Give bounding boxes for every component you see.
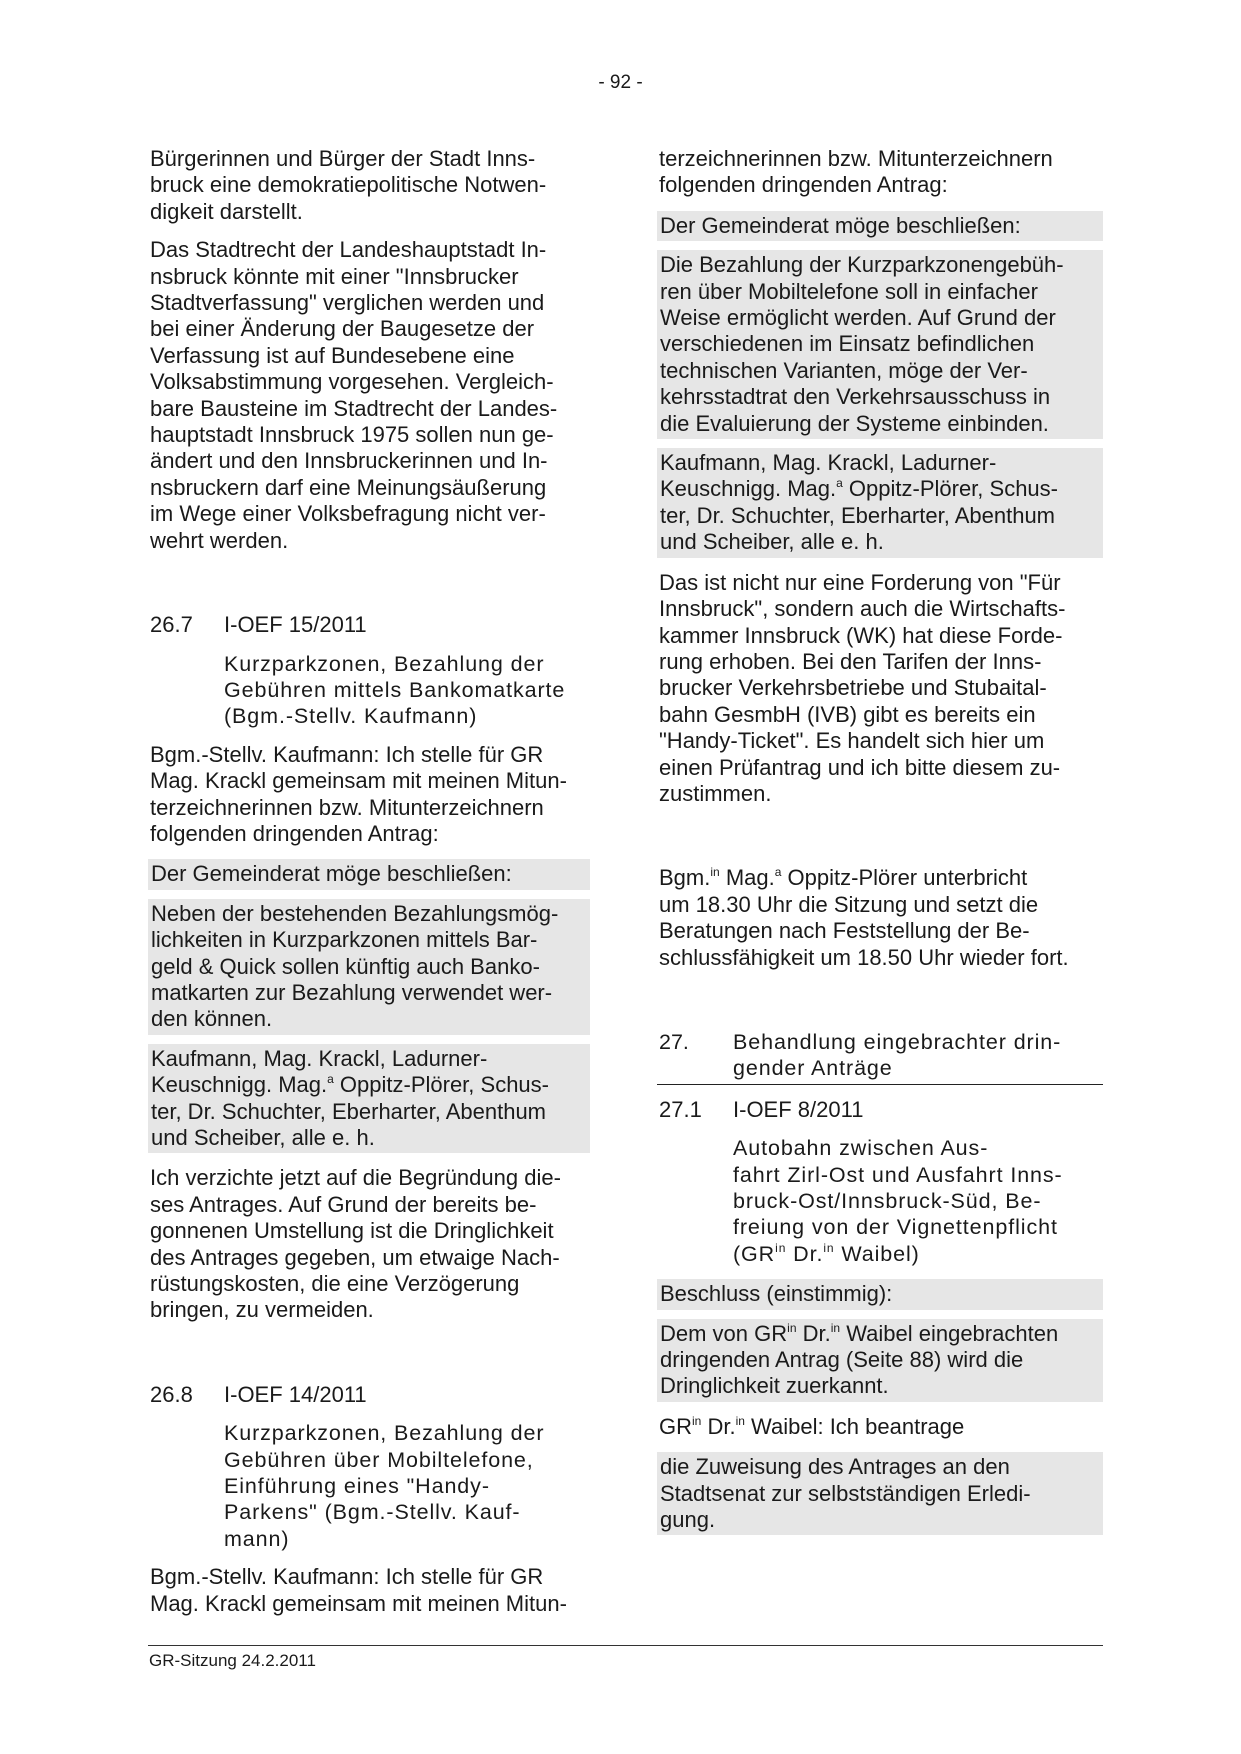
- superscript: in: [710, 865, 720, 880]
- text-line: wehrt werden.: [150, 527, 289, 553]
- text-line: terzeichnerinnen bzw. Mitunterzeichnern: [150, 794, 544, 820]
- text-line: Die Bezahlung der Kurzparkzonengebüh-: [660, 252, 1064, 278]
- text-line: des Antrages gegeben, um etwaige Nach-: [150, 1244, 560, 1270]
- text-span: Bgm.: [659, 865, 711, 891]
- text-line: kammer Innsbruck (WK) hat diese Forde-: [659, 622, 1063, 648]
- superscript: a: [774, 865, 782, 880]
- text-span: Keuschnigg. Mag.: [660, 476, 837, 502]
- spacer: [148, 1336, 590, 1382]
- text-line: gung.: [660, 1507, 716, 1533]
- title-line: Kurzparkzonen, Bezahlung der: [224, 1421, 545, 1446]
- text-line: "Handy-Ticket". Es handelt sich hier um: [659, 728, 1045, 754]
- title-line: Kurzparkzonen, Bezahlung der: [224, 651, 545, 676]
- title-line: Autobahn zwischen Aus-: [733, 1136, 989, 1161]
- text-span: Keuschnigg. Mag.: [151, 1072, 328, 1098]
- title-line: (Bgm.-Stellv. Kaufmann): [224, 704, 478, 729]
- text-span: (GR: [733, 1241, 776, 1266]
- title-line: mann): [224, 1526, 290, 1551]
- item-code: I-OEF 15/2011: [224, 612, 367, 638]
- motion-text: [657, 250, 1103, 439]
- paragraph-stadtrecht: [148, 237, 590, 554]
- text-line: ren über Mobiltelefone soll in einfacher: [660, 278, 1038, 304]
- resolve-heading: [148, 859, 590, 889]
- text-line: Beschluss (einstimmig):: [660, 1281, 893, 1307]
- text-line: kehrsstadtrat den Verkehrsausschuss in: [660, 384, 1051, 410]
- text-line: Verfassung ist auf Bundesebene eine: [150, 342, 515, 368]
- reasoning-paragraph: [657, 570, 1103, 808]
- text-line: Dringlichkeit zuerkannt.: [660, 1373, 889, 1399]
- text-line: terzeichnerinnen bzw. Mitunterzeichnern: [659, 146, 1053, 171]
- text-span: Dr.: [796, 1320, 831, 1346]
- item-number: 26.8: [150, 1381, 193, 1407]
- text-span: Dr.: [786, 1241, 824, 1266]
- text-line: [660, 476, 1100, 502]
- text-line: Mag. Krackl gemeinsam mit meinen Mitun-: [150, 768, 567, 794]
- text-line: Mag. Krackl gemeinsam mit meinen Mitun-: [150, 1590, 567, 1616]
- text-line: rüstungskosten, die eine Verzögerung: [150, 1271, 520, 1297]
- text-line: Der Gemeinderat möge beschließen:: [660, 212, 1021, 238]
- text-line: brucker Verkehrsbetriebe und Stubaital-: [659, 675, 1047, 701]
- superscript: in: [787, 1320, 797, 1335]
- decision-heading: [657, 1279, 1103, 1309]
- text-line: [659, 865, 1101, 891]
- text-line: im Wege einer Volksbefragung nicht ver-: [150, 501, 546, 527]
- text-line: [660, 1321, 1100, 1347]
- text-line: um 18.30 Uhr die Sitzung und setzt die: [659, 891, 1039, 917]
- text-line: bare Bausteine im Stadtrecht der Landes-: [150, 395, 558, 421]
- text-span: GR: [659, 1413, 692, 1439]
- item-27-1-title: [733, 1135, 1103, 1267]
- right-column: [657, 146, 1103, 1547]
- text-line: [151, 1072, 587, 1098]
- superscript: a: [327, 1072, 334, 1087]
- title-line: freiung von der Vignettenpflicht: [733, 1215, 1058, 1240]
- text-line: hauptstadt Innsbruck 1975 sollen nun ge-: [150, 422, 554, 448]
- text-span: Waibel): [834, 1241, 920, 1266]
- waive-justification: [148, 1165, 590, 1323]
- text-span: Dem von GR: [660, 1320, 788, 1346]
- text-line: folgenden dringenden Antrag:: [659, 172, 948, 198]
- title-line: gender Anträge: [733, 1056, 893, 1081]
- text-line: Stadtsenat zur selbstständigen Erledi-: [660, 1480, 1031, 1506]
- text-line: Das ist nicht nur eine Forderung von "Für: [659, 569, 1061, 595]
- text-line: Ich verzichte jetzt auf die Begründung die-: [150, 1165, 561, 1191]
- item-26-8-intro: [148, 1564, 590, 1617]
- title-line: bruck-Ost/Innsbruck-Süd, Be-: [733, 1189, 1042, 1213]
- assignment-text: [657, 1452, 1103, 1535]
- text-span: Waibel eingebrachten: [840, 1320, 1059, 1346]
- text-line: nsbruck könnte mit einer "Innsbrucker: [150, 263, 519, 289]
- title-line: [733, 1241, 1103, 1267]
- item-26-7-intro: [148, 742, 590, 848]
- page-number: - 92 -: [598, 72, 643, 93]
- footer-divider: [148, 1645, 1103, 1646]
- title-line: Einführung eines "Handy-: [224, 1474, 490, 1499]
- text-line: gonnenen Umstellung ist die Dringlichkeit: [150, 1218, 554, 1244]
- text-line: bei einer Änderung der Baugesetze der: [150, 316, 535, 342]
- text-line: [659, 1414, 1101, 1440]
- text-span: Oppitz-Plörer unterbricht: [781, 865, 1028, 891]
- superscript: in: [830, 1320, 841, 1335]
- text-line: Bgm.-Stellv. Kaufmann: Ich stelle für GR: [150, 1564, 544, 1590]
- item-code: I-OEF 8/2011: [733, 1096, 864, 1122]
- footer-session-label: GR-Sitzung 24.2.2011: [149, 1651, 316, 1670]
- text-line: schlussfähigkeit um 18.50 Uhr wieder fort.: [659, 944, 1069, 970]
- text-line: Der Gemeinderat möge beschließen:: [151, 861, 512, 887]
- text-line: Kaufmann, Mag. Krackl, Ladurner-: [151, 1045, 488, 1071]
- text-line: matkarten zur Bezahlung verwendet wer-: [151, 979, 553, 1005]
- superscript: a: [836, 476, 843, 491]
- section-27-heading: [657, 1029, 1103, 1085]
- text-line: und Scheiber, alle e. h.: [151, 1125, 375, 1150]
- item-26-7-heading: [148, 612, 590, 638]
- title-line: fahrt Zirl-Ost und Ausfahrt Inns-: [733, 1162, 1063, 1187]
- item-number: 26.7: [150, 612, 193, 638]
- item-number: 27.1: [659, 1096, 702, 1122]
- superscript: in: [823, 1240, 835, 1255]
- text-line: technischen Varianten, möge der Ver-: [660, 357, 1028, 383]
- text-line: Neben der bestehenden Bezahlungsmög-: [151, 900, 559, 926]
- text-span: Mag.: [719, 865, 775, 891]
- text-line: lichkeiten in Kurzparkzonen mittels Bar-: [151, 927, 538, 953]
- text-line: ändert und den Innsbruckerinnen und In-: [150, 448, 548, 474]
- item-26-7-title: [224, 651, 590, 730]
- item-27-1-heading: [657, 1097, 1103, 1123]
- text-line: ter, Dr. Schuchter, Eberharter, Abenthum: [660, 502, 1056, 528]
- text-line: Weise ermöglicht werden. Auf Grund der: [660, 305, 1056, 331]
- paragraph-intro-continued: [148, 146, 590, 225]
- item-26-8-title: [224, 1420, 590, 1552]
- text-line: nsbruckern darf eine Meinungsäußerung: [150, 474, 547, 500]
- text-line: geld & Quick sollen künftig auch Banko-: [151, 953, 540, 979]
- superscript: in: [735, 1413, 745, 1428]
- text-line: digkeit darstellt.: [150, 198, 303, 224]
- section-number: 27.: [659, 1029, 689, 1054]
- text-line: rung erhoben. Bei den Tarifen der Inns-: [659, 648, 1042, 674]
- text-line: zustimmen.: [659, 780, 772, 806]
- text-line: Stadtverfassung" verglichen werden und: [150, 290, 545, 316]
- text-line: die Evaluierung der Systeme einbinden.: [660, 410, 1049, 436]
- title-line: Gebühren mittels Bankomatkarte: [224, 677, 566, 702]
- text-line: bahn GesmbH (IVB) gibt es bereits ein: [659, 701, 1036, 727]
- text-line: Bürgerinnen und Bürger der Stadt Inns-: [150, 146, 536, 171]
- item-26-8-intro-continued: [657, 146, 1103, 199]
- session-pause-paragraph: [657, 865, 1103, 971]
- text-line: Kaufmann, Mag. Krackl, Ladurner-: [660, 450, 997, 476]
- text-line: Das Stadtrecht der Landeshauptstadt In-: [150, 237, 547, 263]
- text-line: und Scheiber, alle e. h.: [660, 529, 884, 555]
- decision-text: [657, 1319, 1103, 1402]
- signers: [148, 1044, 590, 1154]
- text-line: bringen, zu vermeiden.: [150, 1297, 374, 1323]
- spacer: [148, 566, 590, 612]
- text-line: ter, Dr. Schuchter, Eberharter, Abenthum: [151, 1098, 547, 1124]
- superscript: in: [692, 1413, 702, 1428]
- title-line: Parkens" (Bgm.-Stellv. Kauf-: [224, 1500, 521, 1525]
- superscript: in: [775, 1240, 787, 1255]
- item-26-8-heading: [148, 1382, 590, 1408]
- left-column: [148, 146, 590, 1629]
- item-code: I-OEF 14/2011: [224, 1381, 367, 1407]
- title-line: Behandlung eingebrachter drin-: [733, 1029, 1062, 1054]
- text-line: den können.: [151, 1006, 273, 1032]
- text-line: ses Antrages. Auf Grund der bereits be-: [150, 1191, 537, 1217]
- motion-text: [148, 899, 590, 1035]
- text-line: Beratungen nach Feststellung der Be-: [659, 918, 1030, 944]
- text-line: verschiedenen im Einsatz befindlichen: [660, 331, 1035, 357]
- text-line: einen Prüfantrag und ich bitte diesem zu-: [659, 754, 1061, 780]
- text-line: die Zuweisung des Antrages an den: [660, 1454, 1010, 1480]
- text-line: bruck eine demokratiepolitische Notwen-: [150, 172, 547, 198]
- text-line: folgenden dringenden Antrag:: [150, 820, 439, 846]
- resolve-heading: [657, 211, 1103, 241]
- spacer: [657, 983, 1103, 1029]
- section-title: [733, 1029, 1061, 1082]
- text-span: Dr.: [701, 1413, 736, 1439]
- text-span: Waibel: Ich beantrage: [744, 1413, 965, 1439]
- title-line: Gebühren über Mobiltelefone,: [224, 1447, 534, 1472]
- text-line: dringenden Antrag (Seite 88) wird die: [660, 1347, 1024, 1373]
- request-line: [657, 1414, 1103, 1440]
- spacer: [657, 819, 1103, 865]
- text-line: Innsbruck", sondern auch die Wirtschafts-: [659, 596, 1066, 622]
- text-line: Volksabstimmung vorgesehen. Vergleich-: [150, 369, 554, 395]
- text-span: Oppitz-Plörer, Schus-: [333, 1072, 549, 1098]
- signers: [657, 448, 1103, 558]
- text-span: Oppitz-Plörer, Schus-: [842, 476, 1058, 502]
- text-line: Bgm.-Stellv. Kaufmann: Ich stelle für GR: [150, 741, 544, 767]
